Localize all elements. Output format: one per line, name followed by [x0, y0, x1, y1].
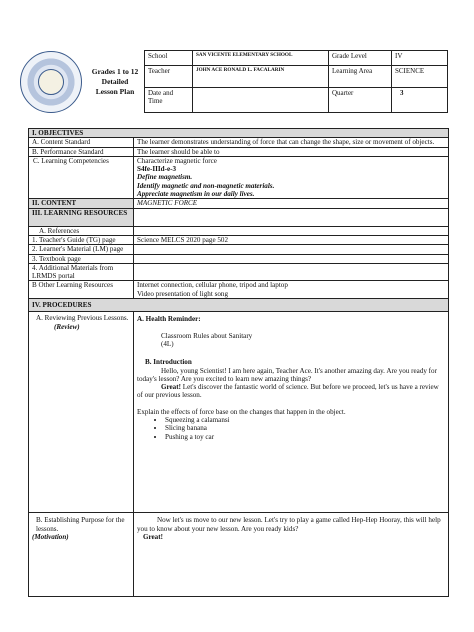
- title-line-1: Grades 1 to 12: [91, 66, 139, 76]
- references-value: [134, 226, 449, 235]
- motivation-label: B. Establishing Purpose for the lessons.: [36, 516, 125, 533]
- motivation-content-cell: [134, 513, 449, 597]
- review-content-cell: [134, 312, 449, 513]
- lesson-plan-table: [28, 128, 449, 597]
- review-label: A. Reviewing Previous Lessons.: [36, 314, 129, 323]
- objective-3: Appreciate magnetism in our daily lives.: [137, 190, 255, 199]
- introduction-paragraph-2: [137, 383, 445, 400]
- grade-value: IV: [392, 51, 448, 66]
- force-examples-list: [137, 416, 445, 441]
- date-value: [193, 88, 329, 113]
- header-title-cell: [20, 51, 145, 113]
- resources-heading-blank: [134, 208, 449, 226]
- objective-2: Identify magnetic and non-magnetic materials.: [137, 181, 275, 190]
- objective-1: Define magnetism.: [137, 173, 193, 182]
- area-label: Learning Area: [329, 66, 392, 88]
- rules-line-1: Classroom Rules about Sanitary: [161, 331, 253, 340]
- motivation-great: Great!: [143, 532, 163, 541]
- references-label: A. References: [29, 226, 134, 235]
- additional-materials-value: [134, 263, 449, 281]
- lesson-plan-title: [86, 67, 144, 97]
- resources-heading: III. LEARNING RESOURCES: [29, 208, 134, 226]
- content-heading: II. CONTENT: [29, 199, 134, 208]
- performance-standard-label: B. Performance Standard: [29, 147, 134, 156]
- list-item: • Pushing a toy car: [165, 433, 445, 441]
- content-standard-text: The learner demonstrates understanding of force that can change the shape, size or movement of objects.: [134, 138, 449, 147]
- grade-label: Grade Level: [329, 51, 392, 66]
- title-line-3: Lesson Plan: [95, 86, 135, 96]
- objectives-heading: I. OBJECTIVES: [29, 129, 449, 138]
- competencies-cell: [134, 156, 449, 198]
- motivation-label-cell: [29, 513, 134, 597]
- other-resources-value: [134, 281, 449, 299]
- lm-label: 2. Learner's Material (LM) page: [29, 245, 134, 254]
- competencies-label: C. Learning Competencies: [29, 156, 134, 198]
- quarter-value: 3: [392, 88, 448, 113]
- deped-seal-logo: [20, 51, 82, 113]
- introduction-paragraph-2-text: Let's discover the fantastic world of science. But before we proceed, let's us have a review of our previous lesson.: [137, 383, 439, 400]
- motivation-tag: (Motivation): [32, 532, 69, 541]
- header-table: [20, 50, 448, 113]
- introduction-great: Great!: [161, 383, 181, 392]
- health-reminder-heading: A. Health Reminder:: [137, 315, 201, 324]
- teacher-value: JOHN ACE RONALD L. FACALARIN: [193, 66, 329, 88]
- school-value: SAN VICENTE ELEMENTARY SCHOOL: [193, 51, 329, 66]
- procedures-heading: IV. PROCEDURES: [29, 299, 449, 312]
- textbook-label: 3. Textbook page: [29, 254, 134, 263]
- review-tag: (Review): [54, 322, 80, 331]
- introduction-heading: B. Introduction: [145, 358, 192, 367]
- title-line-2: Detailed: [101, 76, 129, 86]
- performance-standard-text: The learner should be able to: [134, 147, 449, 156]
- tg-value: Science MELCS 2020 page 502: [134, 235, 449, 244]
- lm-value: [134, 245, 449, 254]
- teacher-label: Teacher: [145, 66, 193, 88]
- rules-line-2: (4L): [161, 339, 174, 348]
- other-resources-line-1: Internet connection, cellular phone, tripod and laptop: [137, 281, 288, 290]
- introduction-paragraph-1: Hello, young Scientist! I am here again, Teacher Ace. It's another amazing day. Are you ready for today's lesson? Are you excited to learn new amazing things?: [137, 366, 437, 383]
- quarter-label: Quarter: [329, 88, 392, 113]
- list-item: • Slicing banana: [165, 424, 445, 432]
- date-label: Date and Time: [145, 88, 193, 113]
- motivation-text: Now let's us move to our new lesson. Let's try to play a game called Hep-Hep Hooray, this will help you to know about your new lesson. Are you ready kids?: [137, 516, 441, 533]
- school-label: School: [145, 51, 193, 66]
- textbook-value: [134, 254, 449, 263]
- explain-text: Explain the effects of force base on the changes that happen in the object.: [137, 407, 346, 416]
- additional-materials-label: 4. Additional Materials from LRMDS portal: [29, 263, 134, 281]
- review-label-cell: [29, 312, 134, 513]
- content-value: MAGNETIC FORCE: [134, 199, 449, 208]
- other-resources-line-2: Video presentation of light song: [137, 289, 228, 298]
- content-standard-label: A. Content Standard: [29, 138, 134, 147]
- other-resources-label: B Other Learning Resources: [29, 281, 134, 299]
- area-value: SCIENCE: [392, 66, 448, 88]
- list-item: • Squeezing a calamansi: [165, 416, 445, 424]
- competency-code: S4fe-IIId-e-3: [137, 165, 177, 174]
- competency-text: Characterize magnetic force: [137, 156, 217, 165]
- tg-label: 1. Teacher's Guide (TG) page: [29, 235, 134, 244]
